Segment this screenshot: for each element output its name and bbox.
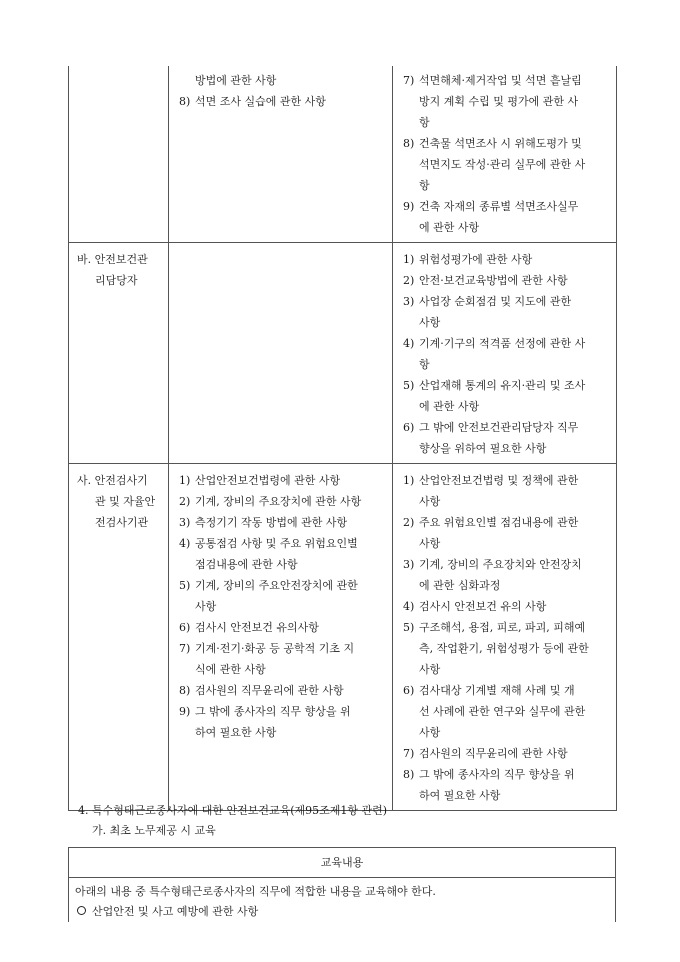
item-text-continued: 측, 작업환기, 위험성평가 등에 관한 xyxy=(419,642,589,655)
item-text-continued: 사항 xyxy=(419,495,441,508)
list-item xyxy=(401,333,608,354)
list-item xyxy=(177,701,384,722)
item-text: 구조해석, 용접, 피로, 파괴, 피해예 xyxy=(419,621,586,634)
item-text-continued: 하여 필요한 사항 xyxy=(419,789,501,802)
circle-bullet-icon xyxy=(77,906,86,915)
item-text-continued: 하여 필요한 사항 xyxy=(195,726,277,739)
education-content-table xyxy=(68,847,616,922)
item-text: 기계·기구의 적격품 선정에 관한 사 xyxy=(419,337,586,350)
category-label: 전검사기관 xyxy=(95,516,149,529)
item-text-continued: 사항 xyxy=(419,663,441,676)
item-text-continued: 에 관한 심화과정 xyxy=(419,579,501,592)
item-text-continued: 향상을 위하여 필요한 사항 xyxy=(419,442,547,455)
item-text: 주요 위험요인별 점검내용에 관한 xyxy=(419,516,579,529)
list-item xyxy=(401,270,608,291)
education-content-header: 교육내용 xyxy=(69,848,616,878)
course-left-cell xyxy=(169,464,393,811)
category-label: 관 및 자율안 xyxy=(95,495,156,508)
item-number: 3) xyxy=(179,516,191,529)
list-item xyxy=(177,575,384,596)
item-number: 1) xyxy=(403,474,415,487)
item-text-continued: 사항 xyxy=(419,726,441,739)
item-number: 3) xyxy=(403,558,415,571)
item-number: 7) xyxy=(403,747,415,760)
list-item xyxy=(401,554,608,575)
item-text: 기계, 장비의 주요장치와 안전장치 xyxy=(419,558,582,571)
item-text: 위험성평가에 관한 사항 xyxy=(419,253,533,266)
item-text: 건축 자재의 종류별 석면조사실무 xyxy=(419,200,579,213)
item-number: 2) xyxy=(403,516,415,529)
item-number: 5) xyxy=(403,379,415,392)
category-cell xyxy=(69,243,169,464)
item-text: 건축물 석면조사 시 위해도평가 및 xyxy=(419,137,582,150)
course-left-cell xyxy=(169,243,393,464)
item-text-continued: 식에 관한 사항 xyxy=(195,663,266,676)
item-number: 7) xyxy=(179,642,191,655)
item-text: 방법에 관한 사항 xyxy=(195,74,277,87)
list-item xyxy=(177,470,384,491)
item-text-continued: 석면지도 작성·관리 실무에 관한 사 xyxy=(419,158,586,171)
item-number: 7) xyxy=(403,74,415,87)
item-text-continued: 항 xyxy=(419,358,430,371)
item-text: 산업안전보건법령에 관한 사항 xyxy=(195,474,341,487)
section-heading: 4. 특수형태근로종사자에 대한 안전보건교육(제95조제1항 관련) xyxy=(78,804,388,817)
item-text: 석면해체·제거작업 및 석면 흩날림 xyxy=(419,74,582,87)
item-text: 검사원의 직무윤리에 관한 사항 xyxy=(419,747,568,760)
item-number: 4) xyxy=(179,537,191,550)
item-text-continued: 점검내용에 관한 사항 xyxy=(195,558,298,571)
item-number: 8) xyxy=(179,684,191,697)
course-right-cell xyxy=(393,243,617,464)
training-table-body xyxy=(69,66,617,811)
item-number: 2) xyxy=(403,274,415,287)
list-item xyxy=(401,375,608,396)
item-text: 그 밖에 종사자의 직무 향상을 위 xyxy=(195,705,351,718)
list-item xyxy=(401,417,608,438)
item-text: 산업재해 통계의 유지·관리 및 조사 xyxy=(419,379,586,392)
course-right-cell xyxy=(393,464,617,811)
item-text: 산업안전보건법령 및 정책에 관한 xyxy=(419,474,579,487)
item-text: 공통점검 사항 및 주요 위험요인별 xyxy=(195,537,358,550)
item-number: 2) xyxy=(179,495,191,508)
item-text-continued: 사항 xyxy=(195,600,217,613)
course-right-cell xyxy=(393,66,617,243)
item-text: 기계, 장비의 주요안전장치에 관한 xyxy=(195,579,358,592)
item-number: 6) xyxy=(179,621,191,634)
item-text-continued: 항 xyxy=(419,116,430,129)
education-intro: 아래의 내용 중 특수형태근로종사자의 직무에 적합한 내용을 교육해야 한다. xyxy=(75,885,436,898)
list-item xyxy=(177,512,384,533)
list-item xyxy=(177,533,384,554)
category-label: 바. 안전보건관 xyxy=(77,253,148,266)
item-number: 4) xyxy=(403,337,415,350)
category-label: 리담당자 xyxy=(95,274,138,287)
list-item xyxy=(401,133,608,154)
item-number: 6) xyxy=(403,684,415,697)
item-text-continued: 에 관한 사항 xyxy=(419,400,480,413)
item-number: 1) xyxy=(179,474,191,487)
list-item xyxy=(401,743,608,764)
item-number: 4) xyxy=(403,600,415,613)
item-text-continued: 사항 xyxy=(419,537,441,550)
item-text-continued: 사항 xyxy=(419,316,441,329)
training-content-table xyxy=(68,66,617,811)
item-text: 검사원의 직무윤리에 관한 사항 xyxy=(195,684,344,697)
item-number: 9) xyxy=(403,200,415,213)
item-number: 5) xyxy=(403,621,415,634)
item-number: 5) xyxy=(179,579,191,592)
item-text-continued: 항 xyxy=(419,179,430,192)
item-text: 사업장 순회점검 및 지도에 관한 xyxy=(419,295,572,308)
item-text: 그 밖에 종사자의 직무 향상을 위 xyxy=(419,768,575,781)
item-text: 검사시 안전보건 유의 사항 xyxy=(419,600,547,613)
list-item xyxy=(401,764,608,785)
list-item xyxy=(401,249,608,270)
item-text-continued: 에 관한 사항 xyxy=(419,221,480,234)
item-number: 9) xyxy=(179,705,191,718)
item-text: 검사대상 기계별 재해 사례 및 개 xyxy=(419,684,575,697)
list-item xyxy=(401,680,608,701)
item-number: 6) xyxy=(403,421,415,434)
item-number: 8) xyxy=(403,768,415,781)
item-text: 안전·보건교육방법에 관한 사항 xyxy=(419,274,568,287)
list-item xyxy=(401,70,608,91)
education-item-text: 산업안전 및 사고 예방에 관한 사항 xyxy=(92,905,259,918)
list-item xyxy=(177,70,384,91)
item-number: 8) xyxy=(179,95,191,108)
list-item xyxy=(177,491,384,512)
table-row xyxy=(69,66,617,243)
item-number: 3) xyxy=(403,295,415,308)
list-item xyxy=(401,512,608,533)
list-item xyxy=(177,91,384,112)
table-row xyxy=(69,464,617,811)
section-subheading: 가. 최초 노무제공 시 교육 xyxy=(92,824,216,837)
list-item xyxy=(401,470,608,491)
education-item xyxy=(75,902,609,922)
item-text: 측정기기 작동 방법에 관한 사항 xyxy=(195,516,348,529)
category-cell xyxy=(69,66,169,243)
item-text-continued: 선 사례에 관한 연구와 실무에 관한 xyxy=(419,705,586,718)
list-item xyxy=(401,596,608,617)
list-item xyxy=(401,617,608,638)
item-text: 석면 조사 실습에 관한 사항 xyxy=(195,95,326,108)
list-item xyxy=(401,196,608,217)
category-cell xyxy=(69,464,169,811)
list-item xyxy=(177,680,384,701)
education-content-body xyxy=(69,878,616,923)
item-text: 기계·전기·화공 등 공학적 기초 지 xyxy=(195,642,355,655)
category-label: 사. 안전검사기 xyxy=(77,474,148,487)
item-text: 기계, 장비의 주요장치에 관한 사항 xyxy=(195,495,362,508)
table-row xyxy=(69,243,617,464)
item-text: 검사시 안전보건 유의사항 xyxy=(195,621,319,634)
item-text: 그 밖에 안전보건관리담당자 직무 xyxy=(419,421,579,434)
list-item xyxy=(177,617,384,638)
list-item xyxy=(401,291,608,312)
item-text-continued: 방지 계획 수립 및 평가에 관한 사 xyxy=(419,95,579,108)
course-left-cell xyxy=(169,66,393,243)
list-item xyxy=(177,638,384,659)
item-number: 8) xyxy=(403,137,415,150)
item-number: 1) xyxy=(403,253,415,266)
